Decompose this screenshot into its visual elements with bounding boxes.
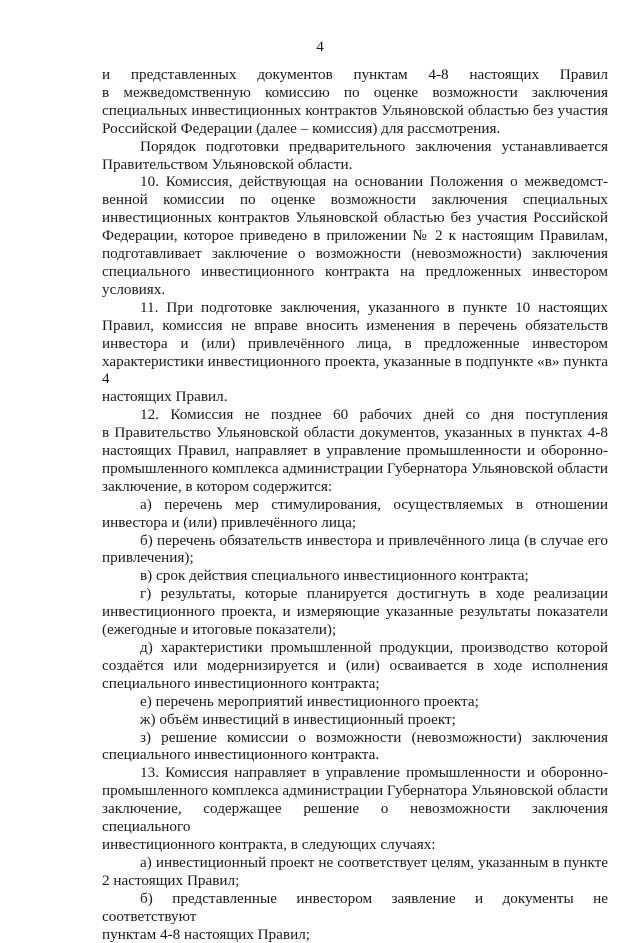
paragraph: [102, 567, 608, 585]
paragraph: [102, 729, 608, 765]
text-line: инвестора и (или) привлечённого лица, в предложенные инвестором: [102, 335, 608, 353]
text-line: д) характеристики промышленной продукции, производство которой: [102, 639, 608, 657]
text-line: инвестиционного проекта, и измеряющие указанные результаты показатели: [102, 603, 608, 621]
text-line: пунктам 4-8 настоящих Правил;: [102, 926, 608, 943]
text-line: ж) объём инвестиций в инвестиционный проект;: [102, 711, 608, 729]
text-line: Порядок подготовки предварительного заключения устанавливается: [102, 138, 608, 156]
text-line: заключение, содержащее решение о невозможности заключения специального: [102, 800, 608, 836]
paragraph: [102, 585, 608, 639]
text-line: промышленного комплекса администрации Губернатора Ульяновской области: [102, 782, 608, 800]
text-line: в) срок действия специального инвестиционного контракта;: [102, 567, 608, 585]
paragraph: [102, 764, 608, 854]
paragraph: [102, 138, 608, 174]
paragraph: [102, 890, 608, 943]
text-line: б) перечень обязательств инвестора и привлечённого лица (в случае его: [102, 532, 608, 550]
paragraph: [102, 496, 608, 532]
paragraph: [102, 532, 608, 568]
text-line: характеристики инвестиционного проекта, указанные в подпункте «в» пункта 4: [102, 353, 608, 389]
text-line: 11. При подготовке заключения, указанного в пункте 10 настоящих: [102, 299, 608, 317]
text-line: специального инвестиционного контракта.: [102, 746, 608, 764]
text-line: специального инвестиционного контракта;: [102, 675, 608, 693]
text-line: е) перечень мероприятий инвестиционного проекта;: [102, 693, 608, 711]
text-line: специальных инвестиционных контрактов Ульяновской областью без участия: [102, 102, 608, 120]
text-line: г) результаты, которые планируется достигнуть в ходе реализации: [102, 585, 608, 603]
text-line: Правил, комиссия не вправе вносить изменения в перечень обязательств: [102, 317, 608, 335]
paragraph: [102, 854, 608, 890]
text-line: Федерации, которое приведено в приложении № 2 к настоящим Правилам,: [102, 227, 608, 245]
text-line: настоящих Правил, направляет в управление промышленности и оборонно-: [102, 442, 608, 460]
text-line: настоящих Правил.: [102, 388, 608, 406]
text-line: 12. Комиссия не позднее 60 рабочих дней со дня поступления: [102, 406, 608, 424]
text-line: промышленного комплекса администрации Губернатора Ульяновской области: [102, 460, 608, 478]
text-line: з) решение комиссии о возможности (невозможности) заключения: [102, 729, 608, 747]
paragraph: [102, 406, 608, 496]
text-line: а) инвестиционный проект не соответствует целям, указанным в пункте: [102, 854, 608, 872]
paragraph: [102, 66, 608, 138]
text-line: инвестиционного контракта, в следующих случаях:: [102, 836, 608, 854]
paragraph: [102, 711, 608, 729]
text-line: венной комиссии по оценке возможности заключения специальных: [102, 191, 608, 209]
document-body: [102, 66, 608, 943]
paragraph: [102, 639, 608, 693]
paragraph: [102, 693, 608, 711]
text-line: подготавливает заключение о возможности (невозможности) заключения: [102, 245, 608, 263]
text-line: (ежегодные и итоговые показатели);: [102, 621, 608, 639]
text-line: инвестиционных контрактов Ульяновской областью без участия Российской: [102, 209, 608, 227]
text-line: б) представленные инвестором заявление и документы не соответствуют: [102, 890, 608, 926]
text-line: в Правительство Ульяновской области документов, указанных в пунктах 4-8: [102, 424, 608, 442]
paragraph: [102, 173, 608, 298]
paragraph: [102, 299, 608, 406]
text-line: а) перечень мер стимулирования, осуществляемых в отношении: [102, 496, 608, 514]
text-line: Правительством Ульяновской области.: [102, 156, 608, 174]
text-line: инвестора и (или) привлечённого лица;: [102, 514, 608, 532]
text-line: условиях.: [102, 281, 608, 299]
page-number: 4: [0, 38, 640, 56]
text-line: 10. Комиссия, действующая на основании Положения о межведомст-: [102, 173, 608, 191]
text-line: привлечения);: [102, 549, 608, 567]
text-line: заключение, в котором содержится:: [102, 478, 608, 496]
text-line: создаётся или модернизируется и (или) осваивается в ходе исполнения: [102, 657, 608, 675]
text-line: в межведомственную комиссию по оценке возможности заключения: [102, 84, 608, 102]
text-line: и представленных документов пунктам 4-8 настоящих Правил: [102, 66, 608, 84]
text-line: 2 настоящих Правил;: [102, 872, 608, 890]
text-line: специального инвестиционного контракта на предложенных инвестором: [102, 263, 608, 281]
text-line: 13. Комиссия направляет в управление промышленности и оборонно-: [102, 764, 608, 782]
text-line: Российской Федерации (далее – комиссия) для рассмотрения.: [102, 120, 608, 138]
